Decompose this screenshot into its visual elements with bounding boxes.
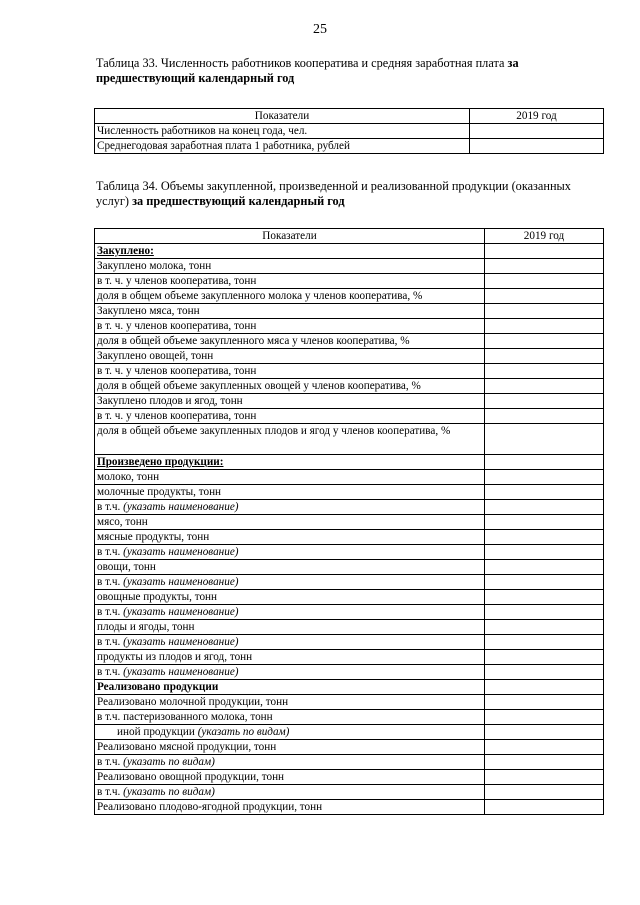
row-label [95, 274, 485, 289]
row-label [95, 605, 485, 620]
row-label [95, 755, 485, 770]
row-label-text: Произведено продукции: [97, 456, 224, 468]
row-label [95, 424, 485, 455]
row-label-text: в т.ч. пастеризованного молока, тонн [97, 711, 273, 723]
row-label-text: Реализовано мясной продукции, тонн [97, 741, 277, 753]
table-row [95, 244, 604, 259]
table-row [95, 139, 604, 154]
row-label-text: доля в общей объеме закупленных овощей у членов кооператива, % [97, 380, 421, 392]
row-label [95, 695, 485, 710]
row-label-prefix: в т.ч. [97, 756, 124, 768]
table-row [95, 470, 604, 485]
row-label-text: Реализовано молочной продукции, тонн [97, 696, 289, 708]
table-33 [94, 108, 604, 154]
row-label-prefix: в т.ч. [97, 576, 124, 588]
row-label [95, 304, 485, 319]
row-label-prefix: иной продукции [117, 726, 198, 738]
row-label-text: доля в общей объеме закупленных плодов и ягод у членов кооператива, % [97, 425, 451, 437]
row-label [95, 575, 485, 590]
row-value-cell[interactable] [485, 680, 604, 695]
row-label [95, 590, 485, 605]
row-label [95, 244, 485, 259]
row-value-cell[interactable] [485, 319, 604, 334]
row-value-cell[interactable] [485, 334, 604, 349]
header-indicators: Показатели [95, 109, 470, 124]
table-34-caption-bold: за предшествующий календарный год [132, 194, 345, 208]
table-row [95, 424, 604, 455]
row-label: Численность работников на конец года, чел. [95, 124, 470, 139]
row-label [95, 394, 485, 409]
row-label [95, 650, 485, 665]
row-value-cell[interactable] [485, 455, 604, 470]
table-row [95, 680, 604, 695]
row-label [95, 725, 485, 740]
row-value-cell[interactable] [485, 515, 604, 530]
row-value-cell[interactable] [485, 785, 604, 800]
table-row [95, 560, 604, 575]
row-label-text: Реализовано продукции [97, 681, 219, 693]
row-label [95, 364, 485, 379]
row-value-cell[interactable] [485, 740, 604, 755]
row-label-prefix: в т.ч. [97, 786, 124, 798]
row-label-text: Реализовано овощной продукции, тонн [97, 771, 285, 783]
table-34-body [95, 244, 604, 815]
header-year: 2019 год [470, 109, 604, 124]
table-row [95, 349, 604, 364]
table-33-caption [96, 56, 602, 86]
table-row [95, 364, 604, 379]
row-value-cell[interactable] [485, 424, 604, 455]
table-row [95, 259, 604, 274]
page-number: 25 [313, 22, 327, 37]
row-label [95, 334, 485, 349]
row-label-hint: (указать наименование) [123, 666, 239, 678]
table-row [95, 455, 604, 470]
row-value-cell[interactable] [485, 755, 604, 770]
row-label-hint: (указать наименование) [123, 576, 239, 588]
row-label-text: в т. ч. у членов кооператива, тонн [97, 410, 257, 422]
row-label-text: овощные продукты, тонн [97, 591, 218, 603]
row-value-cell[interactable] [485, 530, 604, 545]
row-value-cell[interactable] [485, 605, 604, 620]
table-row [95, 770, 604, 785]
table-row [95, 710, 604, 725]
row-label-text: Закуплено молока, тонн [97, 260, 212, 272]
table-34-caption-text: Таблица 34. Объемы закупленной, произведенной и реализованной продукции (оказанных услуг) [96, 179, 571, 208]
row-label-text: молочные продукты, тонн [97, 486, 222, 498]
table-row [95, 289, 604, 304]
row-value-cell[interactable] [485, 620, 604, 635]
row-value-cell[interactable] [485, 650, 604, 665]
row-value-cell[interactable] [485, 364, 604, 379]
row-label [95, 500, 485, 515]
table-row [95, 334, 604, 349]
row-value-cell[interactable] [485, 274, 604, 289]
row-label [95, 635, 485, 650]
row-value-cell[interactable] [470, 139, 604, 154]
row-label-text: доля в общем объеме закупленного молока у членов кооператива, % [97, 290, 423, 302]
row-value-cell[interactable] [485, 725, 604, 740]
row-label-text: Закуплено плодов и ягод, тонн [97, 395, 243, 407]
table-row [95, 755, 604, 770]
table-header-row [95, 229, 604, 244]
row-value-cell[interactable] [485, 560, 604, 575]
row-value-cell[interactable] [485, 289, 604, 304]
row-label-prefix: в т.ч. [97, 666, 124, 678]
row-label-text: овощи, тонн [97, 561, 156, 573]
row-label-hint: (указать по видам) [123, 786, 215, 798]
row-value-cell[interactable] [485, 710, 604, 725]
row-value-cell[interactable] [485, 695, 604, 710]
row-label [95, 259, 485, 274]
row-label [95, 680, 485, 695]
row-value-cell[interactable] [485, 244, 604, 259]
row-label [95, 470, 485, 485]
row-label [95, 515, 485, 530]
row-value-cell[interactable] [485, 800, 604, 815]
row-label [95, 485, 485, 500]
row-label [95, 530, 485, 545]
row-label-hint: (указать наименование) [123, 606, 239, 618]
row-value-cell[interactable] [485, 545, 604, 560]
row-label-text: мясо, тонн [97, 516, 148, 528]
table-row [95, 605, 604, 620]
table-row [95, 304, 604, 319]
row-value-cell[interactable] [485, 379, 604, 394]
row-label-prefix: в т.ч. [97, 636, 124, 648]
table-row [95, 485, 604, 500]
row-value-cell[interactable] [485, 394, 604, 409]
row-label-text: в т. ч. у членов кооператива, тонн [97, 365, 257, 377]
table-row [95, 800, 604, 815]
row-value-cell[interactable] [485, 349, 604, 364]
row-label-text: продукты из плодов и ягод, тонн [97, 651, 253, 663]
table-33-caption-text: Таблица 33. Численность работников кооператива и средняя заработная плата [96, 56, 505, 70]
row-label-text: Закуплено овощей, тонн [97, 350, 214, 362]
row-value-cell[interactable] [485, 590, 604, 605]
table-header-row [95, 109, 604, 124]
table-row [95, 124, 604, 139]
row-label-text: Закуплено мяса, тонн [97, 305, 200, 317]
table-row [95, 274, 604, 289]
row-value-cell[interactable] [485, 259, 604, 274]
row-label-text: молоко, тонн [97, 471, 160, 483]
table-row [95, 409, 604, 424]
row-value-cell[interactable] [485, 485, 604, 500]
row-label-prefix: в т.ч. [97, 501, 124, 513]
row-label [95, 379, 485, 394]
row-label-prefix: в т.ч. [97, 606, 124, 618]
row-label-text: плоды и ягоды, тонн [97, 621, 195, 633]
row-label [95, 800, 485, 815]
table-row [95, 394, 604, 409]
row-value-cell[interactable] [485, 500, 604, 515]
table-34 [94, 228, 604, 815]
table-row [95, 635, 604, 650]
row-label [95, 545, 485, 560]
table-row [95, 319, 604, 334]
table-row [95, 785, 604, 800]
table-34-caption [96, 179, 602, 209]
row-label [95, 409, 485, 424]
table-row [95, 530, 604, 545]
row-label: Среднегодовая заработная плата 1 работника, рублей [95, 139, 470, 154]
row-value-cell[interactable] [485, 665, 604, 680]
row-label [95, 710, 485, 725]
row-label-hint: (указать по видам) [197, 726, 290, 738]
table-row [95, 515, 604, 530]
row-label [95, 319, 485, 334]
row-label-text: мясные продукты, тонн [97, 531, 210, 543]
table-row [95, 545, 604, 560]
row-value-cell[interactable] [485, 770, 604, 785]
row-label-text: в т. ч. у членов кооператива, тонн [97, 275, 257, 287]
header-year: 2019 год [485, 229, 604, 244]
row-label [95, 770, 485, 785]
row-label [95, 620, 485, 635]
table-row [95, 620, 604, 635]
row-label [95, 665, 485, 680]
table-row [95, 665, 604, 680]
table-row [95, 650, 604, 665]
row-label [95, 455, 485, 470]
row-label-text: в т. ч. у членов кооператива, тонн [97, 320, 257, 332]
table-row [95, 695, 604, 710]
table-33-caption-bold: за предшествующий календарный год [96, 56, 519, 85]
row-label [95, 289, 485, 304]
table-row [95, 590, 604, 605]
row-label-text: Закуплено: [97, 245, 154, 257]
row-label [95, 785, 485, 800]
table-row [95, 725, 604, 740]
row-label-text: Реализовано плодово-ягодной продукции, тонн [97, 801, 323, 813]
row-label-hint: (указать наименование) [123, 546, 239, 558]
row-label-prefix: в т.ч. [97, 546, 124, 558]
row-label-hint: (указать наименование) [123, 501, 239, 513]
table-row [95, 575, 604, 590]
row-value-cell[interactable] [485, 575, 604, 590]
row-value-cell[interactable] [485, 470, 604, 485]
row-value-cell[interactable] [485, 409, 604, 424]
table-row [95, 740, 604, 755]
row-value-cell[interactable] [485, 635, 604, 650]
row-label-text: доля в общей объеме закупленного мяса у членов кооператива, % [97, 335, 410, 347]
row-value-cell[interactable] [470, 124, 604, 139]
table-row [95, 379, 604, 394]
row-label [95, 349, 485, 364]
row-label [95, 560, 485, 575]
header-indicators: Показатели [95, 229, 485, 244]
row-value-cell[interactable] [485, 304, 604, 319]
row-label [95, 740, 485, 755]
row-label-hint: (указать по видам) [123, 756, 215, 768]
row-label-hint: (указать наименование) [123, 636, 239, 648]
table-row [95, 500, 604, 515]
